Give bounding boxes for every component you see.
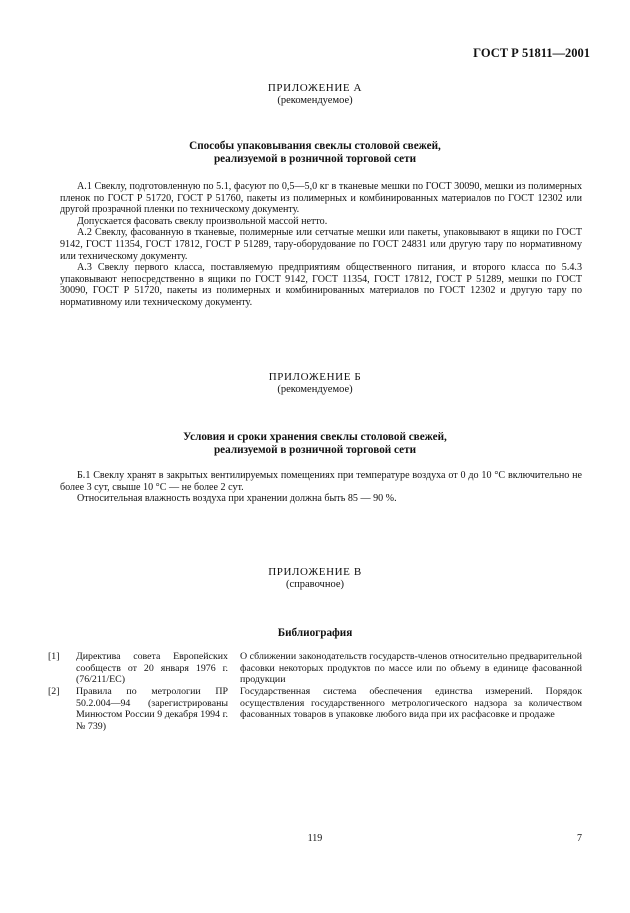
appendix-v-header xyxy=(0,566,630,591)
bibliography-entry-number: [2] xyxy=(48,686,60,697)
appendix-b-status: (рекомендуемое) xyxy=(277,384,353,395)
appendix-b-header xyxy=(0,371,630,396)
sheet-number: 7 xyxy=(577,833,582,844)
appendix-b-heading-line1: Условия и сроки хранения свеклы столовой свежей, xyxy=(183,431,447,443)
bibliography-heading: Библиография xyxy=(277,627,353,639)
appendix-a-paragraph: А.1 Свеклу, подготовленную по 5.1, фасуют по 0,5—5,0 кг в тканевые мешки по ГОСТ 30090, мешки из полимерных пленок по ГОСТ Р 51720, ГОСТ Р 51760, пакеты из полимерных и комбинированных материалов по ГОСТ 12302 или другой прозрачной пленки по техническому документу. xyxy=(60,181,582,216)
appendix-a-status: (рекомендуемое) xyxy=(277,95,353,106)
appendix-b-heading-line2: реализуемой в розничной торговой сети xyxy=(213,444,417,456)
appendix-b-title: ПРИЛОЖЕНИЕ Б xyxy=(268,371,362,383)
appendix-v-title: ПРИЛОЖЕНИЕ В xyxy=(268,566,362,578)
appendix-b-heading xyxy=(0,431,630,457)
bibliography-entry-title: О сближении законодательств государств-членов относительно предварительной фасовки некоторых продуктов по массе или по объему в единице фасованной продукции xyxy=(240,651,582,686)
appendix-a-paragraph: А.2 Свеклу, фасованную в тканевые, полимерные или сетчатые мешки или пакеты, упаковывают в ящики по ГОСТ 9142, ГОСТ 11354, ГОСТ 17812, ГОСТ Р 51289, тару-оборудование по ГОСТ 24831 или другую тару по нормативному или техническому документу. xyxy=(60,227,582,262)
appendix-b-body xyxy=(60,470,582,505)
appendix-b-paragraph: Б.1 Свеклу хранят в закрытых вентилируемых помещениях при температуре воздуха от 0 до 10 °С включительно не более 3 сут, свыше 10 °С — не более 2 сут. xyxy=(60,470,582,493)
appendix-a-paragraph: Допускается фасовать свеклу произвольной массой нетто. xyxy=(77,215,328,227)
bibliography-entry-title: Государственная система обеспечения единства измерений. Порядок осуществления государственного метрологического надзора за количеством фасованных товаров в упаковке любого вида при их расфасовке и продаже xyxy=(240,686,582,721)
appendix-a-paragraph: А.3 Свеклу первого класса, поставляемую предприятиям общественного питания, и второго класса по 5.4.3 упаковывают непосредственно в ящики по ГОСТ 9142, ГОСТ 11354, ГОСТ 17812, ГОСТ Р 51289, мешки по ГОСТ 30090, ГОСТ Р 51720, пакеты из полимерных и комбинированных материалов по ГОСТ 12302 и другую тару по нормативному или техническому документу. xyxy=(60,262,582,308)
appendix-a-heading-line2: реализуемой в розничной торговой сети xyxy=(213,153,417,165)
document-standard-code: ГОСТ Р 51811—2001 xyxy=(473,46,590,60)
appendix-a-body xyxy=(60,181,582,309)
bibliography-entry-number: [1] xyxy=(48,651,60,662)
bibliography-entry-source: Правила по метрологии ПР 50.2.004—94 (зарегистрированы Минюстом России 9 декабря 1994 г. № 739) xyxy=(76,686,228,732)
appendix-a-title: ПРИЛОЖЕНИЕ А xyxy=(267,82,363,94)
page-number: 119 xyxy=(307,833,323,844)
appendix-b-paragraph: Относительная влажность воздуха при хранении должна быть 85 — 90 %. xyxy=(77,493,397,505)
appendix-a-heading xyxy=(0,140,630,166)
appendix-a-heading-line1: Способы упаковывания свеклы столовой свежей, xyxy=(189,140,441,152)
bibliography-entry-source: Директива совета Европейских сообществ от 20 января 1976 г. (76/211/ЕС) xyxy=(76,651,228,686)
appendix-a-header xyxy=(0,82,630,107)
appendix-v-status: (справочное) xyxy=(286,579,344,590)
